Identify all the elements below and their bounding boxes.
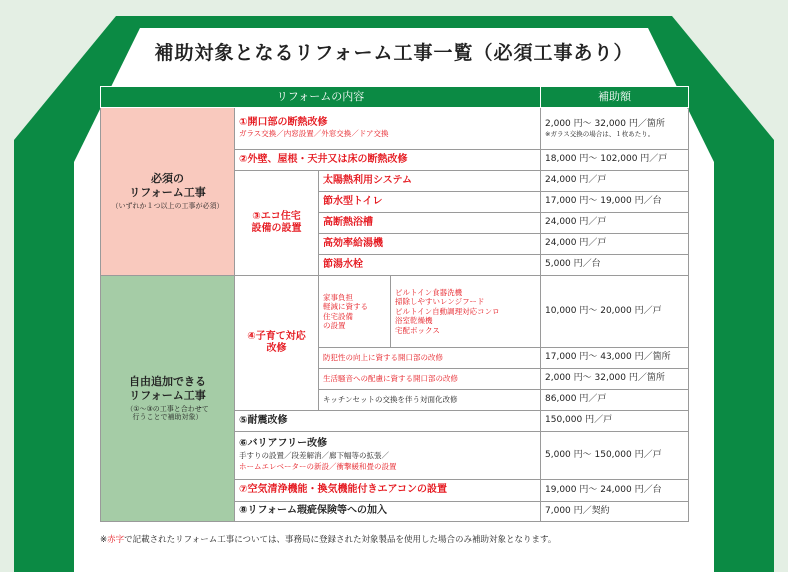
crime-prevention-amount: 17,000 円～ 43,000 円／箇所 [541, 348, 689, 369]
housework-label-1: 家事負担 [323, 292, 353, 302]
footer-note [100, 533, 556, 545]
footer-text: で記載されたリフォーム工事については、事務局に登録された対象製品を使用した場合のみ補助対象となります。 [124, 535, 557, 545]
noise-name: 生活騒音への配慮に資する開口部の改修 [319, 369, 541, 390]
required-category [101, 108, 235, 276]
eco-equipment-name-1: ③エコ住宅 [252, 210, 301, 222]
crime-prevention-name: 防犯性の向上に資する開口部の改修 [319, 348, 541, 369]
eco-item-name: 節水型トイレ [319, 192, 541, 213]
optional-label-1: 自由追加できる [129, 375, 206, 388]
header-row [101, 87, 689, 108]
insurance-amount: 7,000 円／契約 [541, 502, 689, 522]
optional-note-1: （①～③の工事と合わせて [126, 404, 209, 413]
optional-label-2: リフォーム工事 [129, 388, 206, 402]
insurance-name: ⑧リフォーム瑕疵保険等への加入 [235, 502, 541, 522]
seismic-name: ⑤耐震改修 [235, 411, 541, 432]
wall-insulation-amount: 18,000 円～ 102,000 円／戸 [541, 150, 689, 171]
required-note: （いずれか１つ以上の工事が必須） [111, 201, 224, 210]
noise-amount: 2,000 円～ 32,000 円／箇所 [541, 369, 689, 390]
housework-item: 宅配ボックス [395, 325, 440, 335]
opening-insulation-name: ①開口部の断熱改修 [239, 116, 328, 128]
eco-item-name: 太陽熱利用システム [319, 171, 541, 192]
housework-label-4: の設置 [323, 320, 346, 330]
eco-equipment-name-2: 設備の設置 [251, 223, 302, 234]
required-label-2: リフォーム工事 [129, 186, 206, 200]
eco-item-amount: 24,000 円／戸 [541, 234, 689, 255]
aircon-amount: 19,000 円～ 24,000 円／台 [541, 480, 689, 502]
barrier-free-amount: 5,000 円～ 150,000 円／戸 [541, 432, 689, 480]
housework-label-2: 軽減に資する [323, 302, 368, 312]
page-title: 補助対象となるリフォーム工事一覧（必須工事あり） [154, 42, 634, 64]
kitchen-amount: 86,000 円／戸 [541, 390, 689, 411]
barrier-free-detail-2: ホームエレベーターの新設／衝撃緩和畳の設置 [239, 461, 397, 471]
opening-insulation-amount-note: ※ガラス交換の場合は、１枚あたり。 [545, 130, 655, 139]
footer-prefix: ※ [100, 535, 108, 545]
aircon-name: ⑦空気清浄機能・換気機能付きエアコンの設置 [235, 480, 541, 502]
header-amount: 補助額 [541, 87, 689, 108]
footer-red-text: 赤字 [107, 535, 125, 545]
housework-items-cell [391, 276, 541, 348]
housework-amount: 10,000 円～ 20,000 円／戸 [541, 276, 689, 348]
opening-insulation-amount: 2,000 円～ 32,000 円／箇所 [545, 118, 665, 129]
childcare-name-2: 改修 [266, 343, 287, 354]
wall-insulation-name: ②外壁、屋根・天井又は床の断熱改修 [235, 150, 541, 171]
kitchen-name: キッチンセットの交換を伴う対面化改修 [319, 390, 541, 411]
eco-item-amount: 24,000 円／戸 [541, 171, 689, 192]
opening-insulation-cell [235, 108, 541, 150]
housework-label-3: 住宅設備 [323, 311, 353, 321]
eco-item-name: 高断熱浴槽 [319, 213, 541, 234]
opening-insulation-amount-cell [541, 108, 689, 150]
barrier-free-cell [235, 432, 541, 480]
housework-item: 掃除しやすいレンジフード [395, 297, 485, 307]
housework-label-cell [319, 276, 391, 348]
optional-category [101, 276, 235, 522]
barrier-free-name: ⑥バリアフリー改修 [239, 438, 328, 449]
reform-table [100, 86, 689, 522]
eco-item-name: 節湯水栓 [319, 255, 541, 276]
required-label-1: 必須の [151, 172, 184, 186]
barrier-free-detail-1: 手すりの設置／段差解消／廊下幅等の拡張／ [239, 450, 389, 460]
eco-equipment-cell [235, 171, 319, 276]
table-row [101, 108, 689, 150]
eco-item-name: 高効率給湯機 [319, 234, 541, 255]
housework-item: ビルトイン食器洗機 [395, 288, 463, 298]
childcare-cell [235, 276, 319, 411]
eco-item-amount: 5,000 円／台 [541, 255, 689, 276]
optional-note-2: 行うことで補助対象） [132, 413, 203, 422]
eco-item-amount: 24,000 円／戸 [541, 213, 689, 234]
opening-insulation-detail: ガラス交換／内窓設置／外窓交換／ドア交換 [239, 129, 389, 139]
table-row [101, 276, 689, 348]
eco-item-amount: 17,000 円～ 19,000 円／台 [541, 192, 689, 213]
childcare-name-1: ④子育て対応 [247, 330, 306, 342]
housework-item: ビルトイン自動調理対応コンロ [395, 306, 500, 316]
seismic-amount: 150,000 円／戸 [541, 411, 689, 432]
header-content: リフォームの内容 [101, 87, 541, 108]
housework-item: 浴室乾燥機 [395, 316, 433, 326]
